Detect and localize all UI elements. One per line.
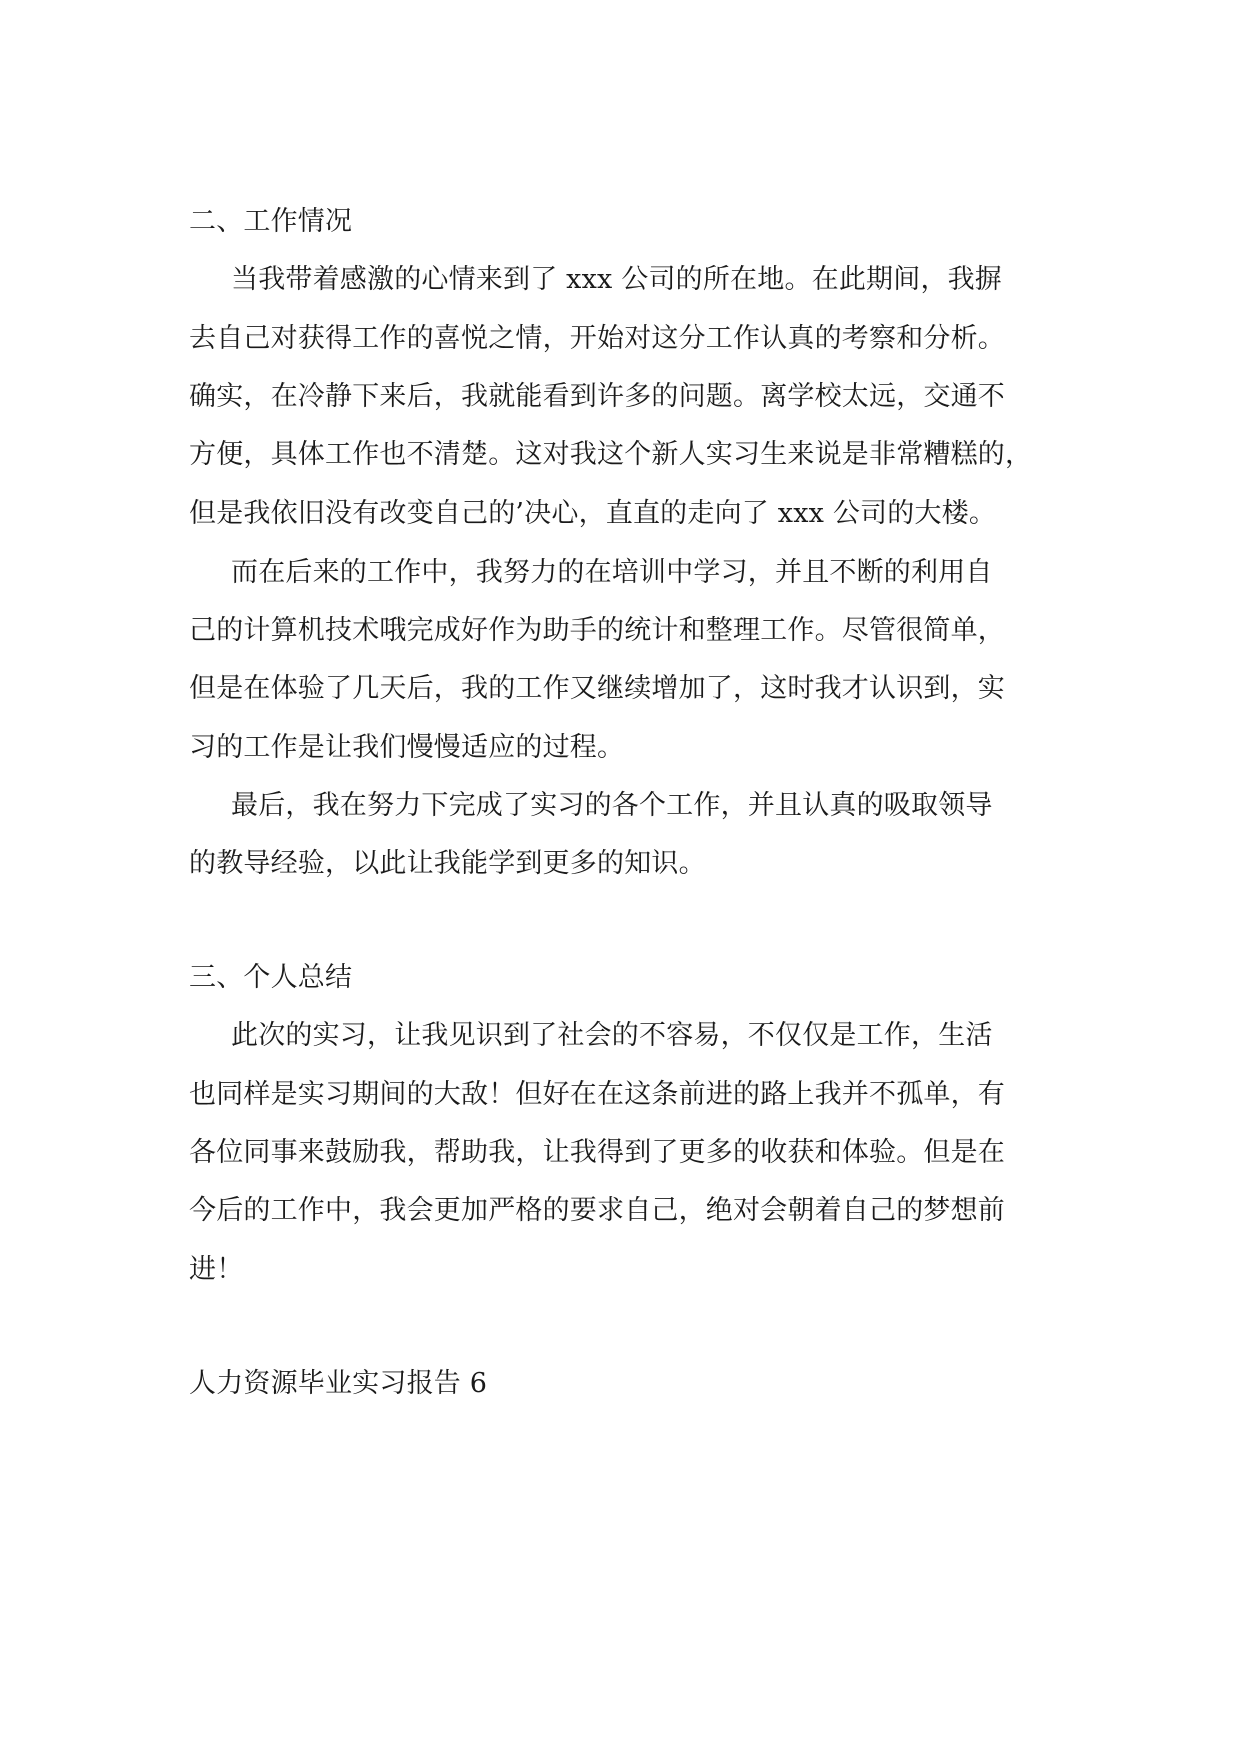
paragraph-line: 的教导经验，以此让我能学到更多的知识。 — [189, 848, 706, 879]
paragraph-line: 而在后来的工作中，我努力的在培训中学习，并且不断的利用自 — [231, 557, 993, 588]
paragraph-line: 确实，在冷静下来后，我就能看到许多的问题。离学校太远，交通不 — [189, 381, 1005, 412]
paragraph-line: 进！ — [189, 1254, 244, 1285]
paragraph-line: 方便，具体工作也不清楚。这对我这个新人实习生来说是非常糟糕的， — [189, 439, 1033, 470]
paragraph-line: 但是我依旧没有改变自己的’决心，直直的走向了 xxx 公司的大楼。 — [189, 498, 997, 529]
paragraph-line: 也同样是实习期间的大敌！但好在在这条前进的路上我并不孤单，有 — [189, 1079, 1005, 1110]
section-heading-work: 二、工作情况 — [189, 206, 353, 237]
report-title: 人力资源毕业实习报告 6 — [189, 1368, 488, 1399]
paragraph-line: 但是在体验了几天后，我的工作又继续增加了，这时我才认识到，实 — [189, 673, 1005, 704]
paragraph-line: 去自己对获得工作的喜悦之情，开始对这分工作认真的考察和分析。 — [189, 323, 1005, 354]
paragraph-line: 最后，我在努力下完成了实习的各个工作，并且认真的吸取领导 — [231, 790, 993, 821]
paragraph-line: 此次的实习，让我见识到了社会的不容易，不仅仅是工作，生活 — [231, 1020, 993, 1051]
paragraph-line: 今后的工作中，我会更加严格的要求自己，绝对会朝着自己的梦想前 — [189, 1195, 1005, 1226]
paragraph-line: 习的工作是让我们慢慢适应的过程。 — [189, 732, 625, 763]
paragraph-line: 各位同事来鼓励我，帮助我，让我得到了更多的收获和体验。但是在 — [189, 1137, 1005, 1168]
section-heading-summary: 三、个人总结 — [189, 962, 353, 993]
paragraph-line: 当我带着感激的心情来到了 xxx 公司的所在地。在此期间，我摒 — [231, 264, 1003, 295]
paragraph-line: 己的计算机技术哦完成好作为助手的统计和整理工作。尽管很简单， — [189, 615, 1005, 646]
